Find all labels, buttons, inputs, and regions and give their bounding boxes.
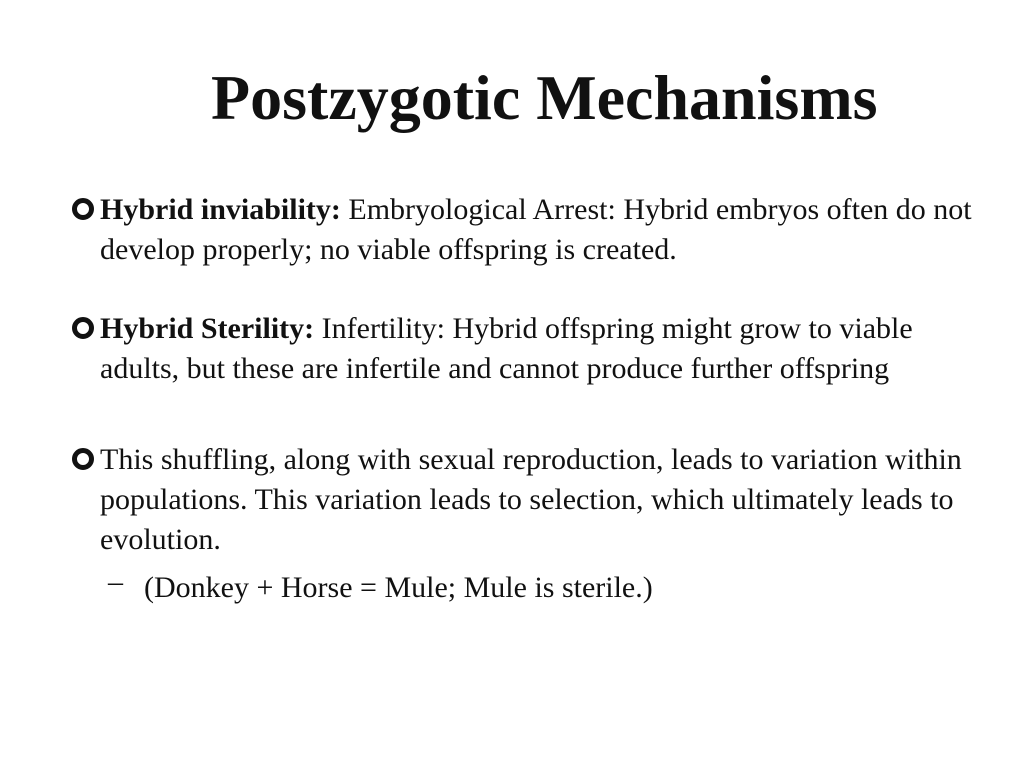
bullet-text: Embryological Arrest: Hybrid embryos often do not develop properly; no viable offspring is created. (100, 193, 972, 266)
bullet-shuffling (100, 440, 980, 560)
bullet-heading: Hybrid inviability: (100, 193, 341, 226)
sub-bullet-mule-example (108, 565, 653, 608)
bullet-heading: Hybrid Sterility: (100, 312, 315, 345)
ring-bullet-icon (72, 448, 94, 470)
ring-bullet-icon (72, 198, 94, 220)
dash-bullet-icon: – (108, 565, 123, 598)
bullet-hybrid-sterility (100, 309, 980, 389)
bullet-hybrid-inviability (100, 190, 980, 270)
bullet-text: This shuffling, along with sexual reproduction, leads to variation within populations. This variation leads to selection, which ultimately leads to evolution. (100, 443, 962, 556)
slide-title: Postzygotic Mechanisms (211, 62, 878, 133)
bullet-text: Infertility: Hybrid offspring might grow to viable adults, but these are infertile and cannot produce further offspring (100, 312, 913, 385)
ring-bullet-icon (72, 317, 94, 339)
sub-bullet-text: (Donkey + Horse = Mule; Mule is sterile.) (144, 571, 653, 604)
